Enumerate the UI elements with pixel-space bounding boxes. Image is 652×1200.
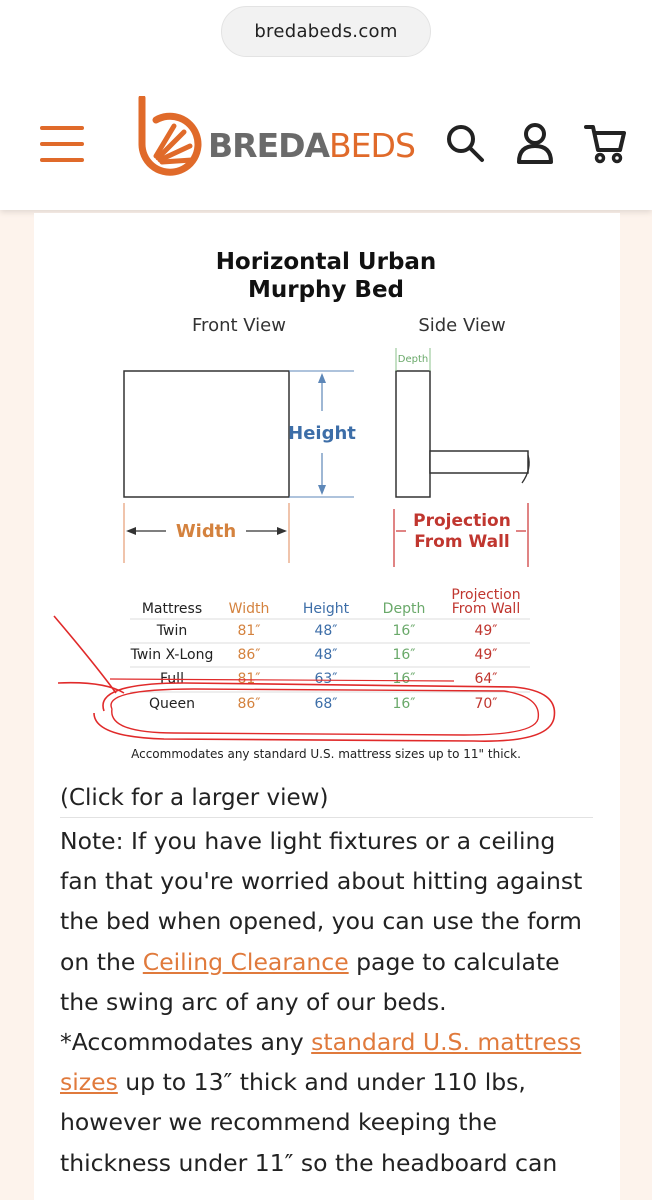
mattress-sizes-link[interactable]: standard U.S. mattress sizes bbox=[60, 1028, 582, 1097]
table-cell: 86″ bbox=[237, 647, 261, 663]
note-paragraph bbox=[60, 821, 600, 1183]
projection-label-line2: From Wall bbox=[414, 532, 510, 552]
accommodates-text: up to 13″ thick and under 110 lbs, however we recommend keeping the thickness under 11″ so the headboard can bbox=[60, 1068, 558, 1177]
logo-mark-icon bbox=[136, 96, 208, 178]
site-header bbox=[0, 0, 652, 210]
depth-label: Depth bbox=[397, 354, 429, 365]
cart-icon[interactable] bbox=[584, 122, 626, 164]
logo-wordmark: BREDABEDS bbox=[208, 126, 415, 165]
diagram-caption: (Click for a larger view) bbox=[60, 785, 329, 811]
height-label: Height bbox=[288, 423, 356, 444]
menu-button[interactable] bbox=[40, 126, 84, 162]
table-cell: 64″ bbox=[474, 671, 498, 687]
url-bar[interactable]: bredabeds.com bbox=[221, 6, 431, 57]
table-cell: 48″ bbox=[314, 647, 338, 663]
table-header: Depth bbox=[382, 601, 426, 617]
table-header: From Wall bbox=[451, 601, 521, 617]
table-cell: 16″ bbox=[392, 647, 416, 663]
table-cell: 16″ bbox=[392, 671, 416, 687]
table-cell: 49″ bbox=[474, 623, 498, 639]
bed-dimensions-diagram[interactable] bbox=[34, 213, 620, 783]
table-cell: 68″ bbox=[314, 696, 338, 712]
table-row-label: Queen bbox=[149, 696, 195, 712]
table-cell: 81″ bbox=[237, 671, 261, 687]
dimensions-table bbox=[130, 587, 530, 712]
table-cell: 70″ bbox=[474, 696, 498, 712]
divider bbox=[60, 817, 593, 818]
table-cell: 81″ bbox=[237, 623, 261, 639]
content-card bbox=[34, 213, 620, 1200]
side-view-label: Side View bbox=[418, 315, 506, 336]
menu-icon-bar bbox=[40, 126, 84, 130]
site-logo[interactable] bbox=[136, 96, 415, 178]
account-icon[interactable] bbox=[514, 122, 556, 164]
note-text: Note: If you have light fixtures or a ceiling fan that you're worried about hitting against the bed when opened, you can use the form on the bbox=[60, 827, 583, 976]
projection-label-line1: Projection bbox=[413, 511, 511, 531]
menu-icon-bar bbox=[40, 158, 84, 162]
table-cell: 49″ bbox=[474, 647, 498, 663]
table-cell: 86″ bbox=[237, 696, 261, 712]
table-header: Height bbox=[302, 601, 350, 617]
accommodates-text: *Accommodates any bbox=[60, 1028, 312, 1057]
table-cell: 63″ bbox=[314, 671, 338, 687]
table-header: Projection bbox=[451, 587, 521, 603]
table-header: Mattress bbox=[141, 601, 203, 617]
table-row-label: Full bbox=[160, 671, 184, 687]
ceiling-clearance-link[interactable]: Ceiling Clearance bbox=[142, 947, 349, 976]
table-row-label: Twin bbox=[156, 623, 188, 639]
diagram-footnote: Accommodates any standard U.S. mattress sizes up to 11" thick. bbox=[131, 747, 521, 761]
table-header: Width bbox=[228, 601, 270, 617]
note-text: page to calculate the swing arc of any of our beds. bbox=[60, 947, 560, 1016]
menu-icon-bar bbox=[40, 142, 84, 146]
table-cell: 16″ bbox=[392, 623, 416, 639]
front-view-label: Front View bbox=[192, 315, 286, 336]
table-cell: 48″ bbox=[314, 623, 338, 639]
table-cell: 16″ bbox=[392, 696, 416, 712]
diagram-title-line1: Horizontal Urban bbox=[215, 249, 437, 275]
width-label: Width bbox=[175, 521, 237, 542]
table-row-label: Twin X-Long bbox=[130, 647, 214, 663]
diagram-title-line2: Murphy Bed bbox=[247, 277, 405, 303]
search-icon[interactable] bbox=[444, 122, 486, 164]
